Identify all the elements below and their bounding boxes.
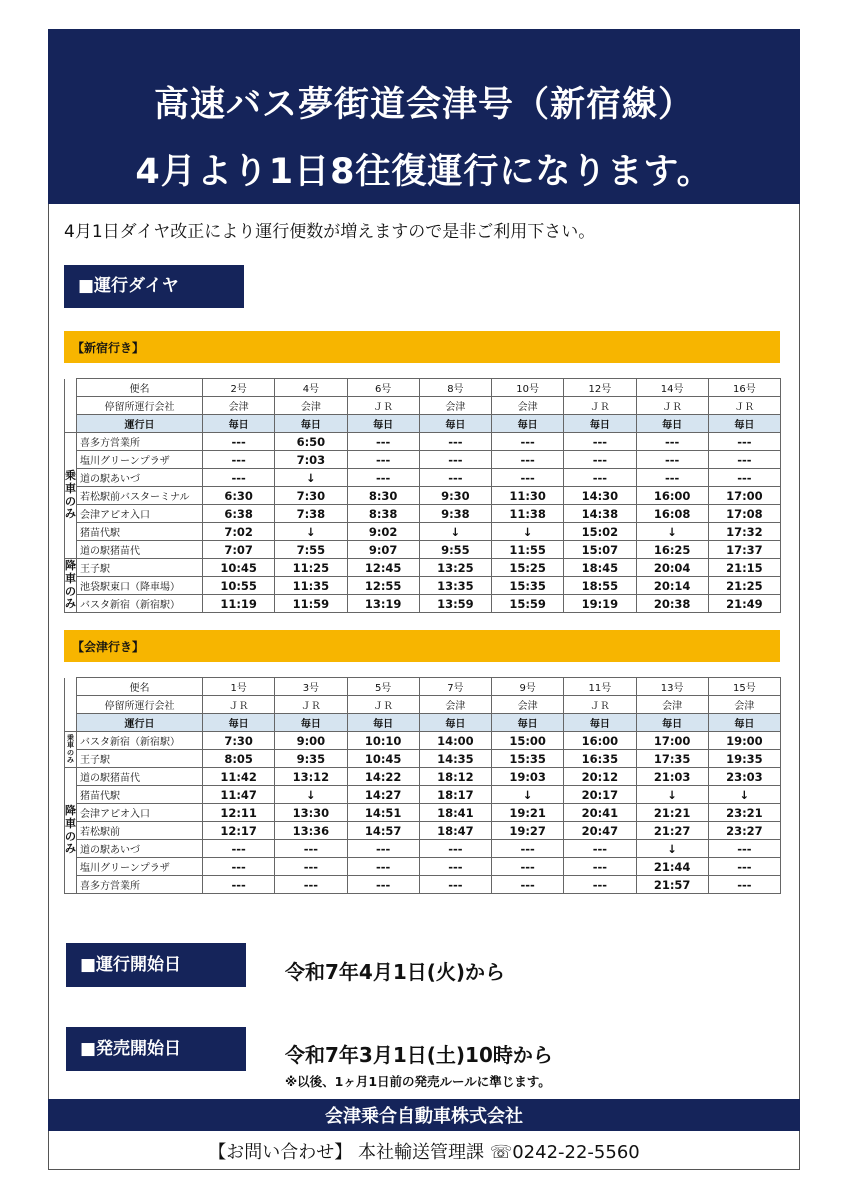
departure-time: 9:55 (419, 541, 491, 559)
departure-time: 20:04 (636, 559, 708, 577)
departure-time: 17:00 (708, 487, 780, 505)
operator-cell: 会津 (492, 397, 564, 415)
timetable-row (65, 541, 781, 559)
timetable-row (65, 433, 781, 451)
departure-time: 20:38 (636, 595, 708, 613)
operator-cell: 会津 (708, 696, 780, 714)
operating-day-row (65, 415, 781, 433)
departure-time: 20:14 (636, 577, 708, 595)
spacer-cell (65, 397, 77, 415)
departure-time: 11:55 (492, 541, 564, 559)
spacer-cell (65, 678, 77, 696)
operator-cell: 会津 (275, 397, 347, 415)
stop-name: 塩川グリーンプラザ (77, 858, 203, 876)
stop-name: 若松駅前バスターミナル (77, 487, 203, 505)
departure-time: 12:55 (347, 577, 419, 595)
departure-time: 21:49 (708, 595, 780, 613)
spacer-cell (65, 714, 77, 732)
departure-time: 23:21 (708, 804, 780, 822)
timetable-row (65, 786, 781, 804)
departure-time: 13:35 (419, 577, 491, 595)
departure-time: 13:25 (419, 559, 491, 577)
departure-time: ↓ (419, 523, 491, 541)
departure-time: 12:45 (347, 559, 419, 577)
operator-label: 停留所運行会社 (77, 696, 203, 714)
departure-time: 18:55 (564, 577, 636, 595)
departure-time: 14:51 (347, 804, 419, 822)
bus-number-cell: 2号 (203, 379, 275, 397)
departure-time: 9:07 (347, 541, 419, 559)
departure-time: --- (419, 433, 491, 451)
departure-time: ↓ (636, 523, 708, 541)
departure-time: 12:17 (203, 822, 275, 840)
departure-time: 11:38 (492, 505, 564, 523)
board-label: 乗車のみ (65, 433, 77, 559)
departure-time: --- (347, 469, 419, 487)
timetable-row (65, 451, 781, 469)
departure-time: 9:00 (275, 732, 347, 750)
timetable-row (65, 523, 781, 541)
departure-time: --- (275, 840, 347, 858)
departure-time: 11:25 (275, 559, 347, 577)
stop-name: バスタ新宿（新宿駅） (77, 732, 203, 750)
headline-announcement: 4月より1日8往復運行になります。 (135, 152, 713, 192)
departure-time: --- (347, 451, 419, 469)
timetable-row (65, 876, 781, 894)
timetable-row (65, 487, 781, 505)
operating-day-cell: 毎日 (419, 415, 491, 433)
departure-time: --- (347, 858, 419, 876)
departure-time: 19:27 (492, 822, 564, 840)
operating-day-cell: 毎日 (275, 415, 347, 433)
departure-time: 7:30 (203, 732, 275, 750)
operating-day-cell: 毎日 (492, 415, 564, 433)
spacer-cell (65, 379, 77, 397)
intro-text: 4月1日ダイヤ改正により運行便数が増えますので是非ご利用下さい。 (64, 222, 596, 242)
departure-time: 16:00 (636, 487, 708, 505)
departure-time: 17:32 (708, 523, 780, 541)
operator-row (65, 397, 781, 415)
bus-number-label: 便名 (77, 678, 203, 696)
operating-day-label: 運行日 (77, 714, 203, 732)
timetable-row (65, 750, 781, 768)
stop-name: 道の駅あいづ (77, 469, 203, 487)
departure-time: --- (564, 840, 636, 858)
stop-name: 喜多方営業所 (77, 433, 203, 451)
departure-time: 10:55 (203, 577, 275, 595)
departure-time: --- (203, 451, 275, 469)
operating-day-row (65, 714, 781, 732)
departure-time: --- (203, 858, 275, 876)
departure-time: 16:00 (564, 732, 636, 750)
operating-day-cell: 毎日 (564, 714, 636, 732)
departure-time: 10:10 (347, 732, 419, 750)
departure-time: 13:36 (275, 822, 347, 840)
operator-cell: 会津 (636, 696, 708, 714)
departure-time: --- (347, 876, 419, 894)
stop-name: 会津アピオ入口 (77, 804, 203, 822)
departure-time: 14:27 (347, 786, 419, 804)
departure-time: --- (419, 451, 491, 469)
bus-number-cell: 14号 (636, 379, 708, 397)
stop-name: 若松駅前 (77, 822, 203, 840)
departure-time: 6:38 (203, 505, 275, 523)
section-schedule-heading: ■運行ダイヤ (64, 265, 244, 308)
departure-time: --- (564, 876, 636, 894)
departure-time: --- (492, 469, 564, 487)
departure-time: 11:30 (492, 487, 564, 505)
departure-time: --- (708, 433, 780, 451)
departure-time: 21:21 (636, 804, 708, 822)
aizu-bound-heading: 【会津行き】 (64, 630, 780, 662)
stop-name: 池袋駅東口（降車場） (77, 577, 203, 595)
operating-day-cell: 毎日 (492, 714, 564, 732)
departure-time: ↓ (636, 786, 708, 804)
timetable-row (65, 577, 781, 595)
departure-time: --- (564, 858, 636, 876)
departure-time: 15:59 (492, 595, 564, 613)
bus-number-cell: 3号 (275, 678, 347, 696)
sale-start-date: 令和7年3月1日(土)10時から (285, 1043, 553, 1067)
shinjuku-timetable (64, 378, 781, 613)
departure-time: 8:38 (347, 505, 419, 523)
bus-number-cell: 5号 (347, 678, 419, 696)
departure-time: 9:38 (419, 505, 491, 523)
timetable-row (65, 768, 781, 786)
departure-time: 10:45 (347, 750, 419, 768)
departure-time: 15:02 (564, 523, 636, 541)
bus-number-cell: 9号 (492, 678, 564, 696)
operating-day-label: 運行日 (77, 415, 203, 433)
departure-time: 7:38 (275, 505, 347, 523)
alight-label: 降車のみ (65, 768, 77, 894)
departure-time: --- (492, 876, 564, 894)
departure-time: 6:30 (203, 487, 275, 505)
timetable-row (65, 804, 781, 822)
operator-cell: ＪＲ (564, 397, 636, 415)
bus-number-cell: 12号 (564, 379, 636, 397)
operator-row (65, 696, 781, 714)
departure-time: --- (708, 451, 780, 469)
departure-time: 7:02 (203, 523, 275, 541)
departure-time: --- (708, 858, 780, 876)
departure-time: 17:08 (708, 505, 780, 523)
sale-start-heading: ■発売開始日 (66, 1027, 246, 1071)
operating-day-cell: 毎日 (347, 714, 419, 732)
bus-number-row (65, 379, 781, 397)
bus-number-cell: 16号 (708, 379, 780, 397)
stop-name: 喜多方営業所 (77, 876, 203, 894)
service-start-heading: ■運行開始日 (66, 943, 246, 987)
stop-name: 王子駅 (77, 750, 203, 768)
operating-day-cell: 毎日 (419, 714, 491, 732)
departure-time: --- (708, 469, 780, 487)
departure-time: 12:11 (203, 804, 275, 822)
departure-time: 21:25 (708, 577, 780, 595)
departure-time: --- (564, 451, 636, 469)
stop-name: 塩川グリーンプラザ (77, 451, 203, 469)
departure-time: 18:12 (419, 768, 491, 786)
spacer-cell (65, 696, 77, 714)
departure-time: --- (636, 451, 708, 469)
departure-time: 21:44 (636, 858, 708, 876)
departure-time: ↓ (275, 786, 347, 804)
departure-time: 17:37 (708, 541, 780, 559)
timetable-row (65, 595, 781, 613)
bus-number-cell: 7号 (419, 678, 491, 696)
operator-cell: 会津 (419, 397, 491, 415)
departure-time: 18:17 (419, 786, 491, 804)
departure-time: 9:30 (419, 487, 491, 505)
stop-name: 猪苗代駅 (77, 786, 203, 804)
departure-time: 14:38 (564, 505, 636, 523)
operating-day-cell: 毎日 (347, 415, 419, 433)
departure-time: ↓ (275, 469, 347, 487)
departure-time: 15:25 (492, 559, 564, 577)
timetable-row (65, 822, 781, 840)
timetable-row (65, 505, 781, 523)
departure-time: 15:35 (492, 750, 564, 768)
departure-time: 13:12 (275, 768, 347, 786)
departure-time: --- (275, 876, 347, 894)
departure-time: 13:30 (275, 804, 347, 822)
bus-number-row (65, 678, 781, 696)
stop-name: 道の駅猪苗代 (77, 541, 203, 559)
departure-time: 11:19 (203, 595, 275, 613)
departure-time: --- (708, 876, 780, 894)
operator-cell: ＪＲ (275, 696, 347, 714)
timetable-row (65, 559, 781, 577)
departure-time: --- (492, 451, 564, 469)
departure-time: --- (564, 433, 636, 451)
timetable-row (65, 732, 781, 750)
bus-number-cell: 11号 (564, 678, 636, 696)
operator-cell: ＪＲ (347, 397, 419, 415)
operating-day-cell: 毎日 (564, 415, 636, 433)
departure-time: 11:42 (203, 768, 275, 786)
bus-number-cell: 8号 (419, 379, 491, 397)
operating-day-cell: 毎日 (203, 714, 275, 732)
departure-time: 18:47 (419, 822, 491, 840)
stop-name: 会津アピオ入口 (77, 505, 203, 523)
departure-time: 14:57 (347, 822, 419, 840)
departure-time: ↓ (636, 840, 708, 858)
departure-time: --- (347, 840, 419, 858)
departure-time: 16:25 (636, 541, 708, 559)
timetable-row (65, 469, 781, 487)
header-banner (48, 29, 800, 204)
departure-time: --- (203, 876, 275, 894)
sale-rule-note: ※以後、1ヶ月1日前の発売ルールに準じます。 (285, 1074, 551, 1089)
departure-time: --- (492, 433, 564, 451)
departure-time: 7:03 (275, 451, 347, 469)
bus-number-cell: 4号 (275, 379, 347, 397)
departure-time: 19:21 (492, 804, 564, 822)
departure-time: 13:19 (347, 595, 419, 613)
operator-cell: ＪＲ (203, 696, 275, 714)
operator-cell: ＪＲ (636, 397, 708, 415)
operating-day-cell: 毎日 (708, 415, 780, 433)
departure-time: 14:30 (564, 487, 636, 505)
departure-time: 16:35 (564, 750, 636, 768)
bus-number-cell: 15号 (708, 678, 780, 696)
departure-time: 8:30 (347, 487, 419, 505)
departure-time: ↓ (492, 523, 564, 541)
departure-time: 18:41 (419, 804, 491, 822)
departure-time: --- (708, 840, 780, 858)
bus-number-cell: 10号 (492, 379, 564, 397)
departure-time: --- (492, 840, 564, 858)
departure-time: 21:03 (636, 768, 708, 786)
departure-time: --- (203, 840, 275, 858)
operating-day-cell: 毎日 (636, 415, 708, 433)
stop-name: 道の駅猪苗代 (77, 768, 203, 786)
operator-cell: 会津 (492, 696, 564, 714)
departure-time: 17:35 (636, 750, 708, 768)
departure-time: 21:27 (636, 822, 708, 840)
departure-time: 10:45 (203, 559, 275, 577)
departure-time: --- (419, 840, 491, 858)
departure-time: 19:19 (564, 595, 636, 613)
stop-name: バスタ新宿（新宿駅） (77, 595, 203, 613)
board-label: 乗車のみ (65, 732, 77, 768)
departure-time: 21:15 (708, 559, 780, 577)
departure-time: 20:47 (564, 822, 636, 840)
timetable-row (65, 840, 781, 858)
departure-time: 7:30 (275, 487, 347, 505)
departure-time: 16:08 (636, 505, 708, 523)
departure-time: --- (419, 858, 491, 876)
departure-time: 11:35 (275, 577, 347, 595)
operator-cell: 会津 (203, 397, 275, 415)
departure-time: 15:35 (492, 577, 564, 595)
aizu-timetable (64, 677, 781, 894)
shinjuku-bound-heading: 【新宿行き】 (64, 331, 780, 363)
bus-number-cell: 13号 (636, 678, 708, 696)
departure-time: --- (203, 433, 275, 451)
stop-name: 猪苗代駅 (77, 523, 203, 541)
departure-time: --- (492, 858, 564, 876)
departure-time: ↓ (492, 786, 564, 804)
departure-time: 8:05 (203, 750, 275, 768)
bus-number-cell: 1号 (203, 678, 275, 696)
departure-time: 20:17 (564, 786, 636, 804)
contact-info: 【お問い合わせ】 本社輸送管理課 ☏0242-22-5560 (208, 1142, 640, 1163)
departure-time: 20:41 (564, 804, 636, 822)
departure-time: 13:59 (419, 595, 491, 613)
departure-time: --- (419, 876, 491, 894)
departure-time: 9:35 (275, 750, 347, 768)
operator-cell: 会津 (419, 696, 491, 714)
operating-day-cell: 毎日 (636, 714, 708, 732)
departure-time: ↓ (275, 523, 347, 541)
operating-day-cell: 毎日 (203, 415, 275, 433)
departure-time: 14:00 (419, 732, 491, 750)
departure-time: 15:00 (492, 732, 564, 750)
operator-cell: ＪＲ (708, 397, 780, 415)
departure-time: --- (419, 469, 491, 487)
departure-time: --- (636, 433, 708, 451)
departure-time: --- (636, 469, 708, 487)
departure-time: --- (564, 469, 636, 487)
departure-time: 19:35 (708, 750, 780, 768)
departure-time: 21:57 (636, 876, 708, 894)
departure-time: 14:22 (347, 768, 419, 786)
departure-time: 11:59 (275, 595, 347, 613)
departure-time: 14:35 (419, 750, 491, 768)
alight-label: 降車のみ (65, 559, 77, 613)
departure-time: 19:00 (708, 732, 780, 750)
departure-time: --- (203, 469, 275, 487)
company-name: 会津乗合自動車株式会社 (48, 1099, 800, 1131)
bus-number-label: 便名 (77, 379, 203, 397)
bus-number-cell: 6号 (347, 379, 419, 397)
departure-time: 11:47 (203, 786, 275, 804)
operator-cell: ＪＲ (347, 696, 419, 714)
timetable-row (65, 858, 781, 876)
stop-name: 道の駅あいづ (77, 840, 203, 858)
departure-time: 6:50 (275, 433, 347, 451)
departure-time: 23:27 (708, 822, 780, 840)
departure-time: 19:03 (492, 768, 564, 786)
departure-time: --- (347, 433, 419, 451)
departure-time: 20:12 (564, 768, 636, 786)
spacer-cell (65, 415, 77, 433)
departure-time: 18:45 (564, 559, 636, 577)
stop-name: 王子駅 (77, 559, 203, 577)
operating-day-cell: 毎日 (275, 714, 347, 732)
departure-time: 9:02 (347, 523, 419, 541)
operator-cell: ＪＲ (564, 696, 636, 714)
operating-day-cell: 毎日 (708, 714, 780, 732)
departure-time: 17:00 (636, 732, 708, 750)
departure-time: 23:03 (708, 768, 780, 786)
departure-time: 15:07 (564, 541, 636, 559)
departure-time: 7:55 (275, 541, 347, 559)
headline-route: 高速バス夢街道会津号（新宿線） (153, 85, 694, 125)
departure-time: ↓ (708, 786, 780, 804)
departure-time: --- (275, 858, 347, 876)
service-start-date: 令和7年4月1日(火)から (285, 960, 506, 984)
departure-time: 7:07 (203, 541, 275, 559)
operator-label: 停留所運行会社 (77, 397, 203, 415)
